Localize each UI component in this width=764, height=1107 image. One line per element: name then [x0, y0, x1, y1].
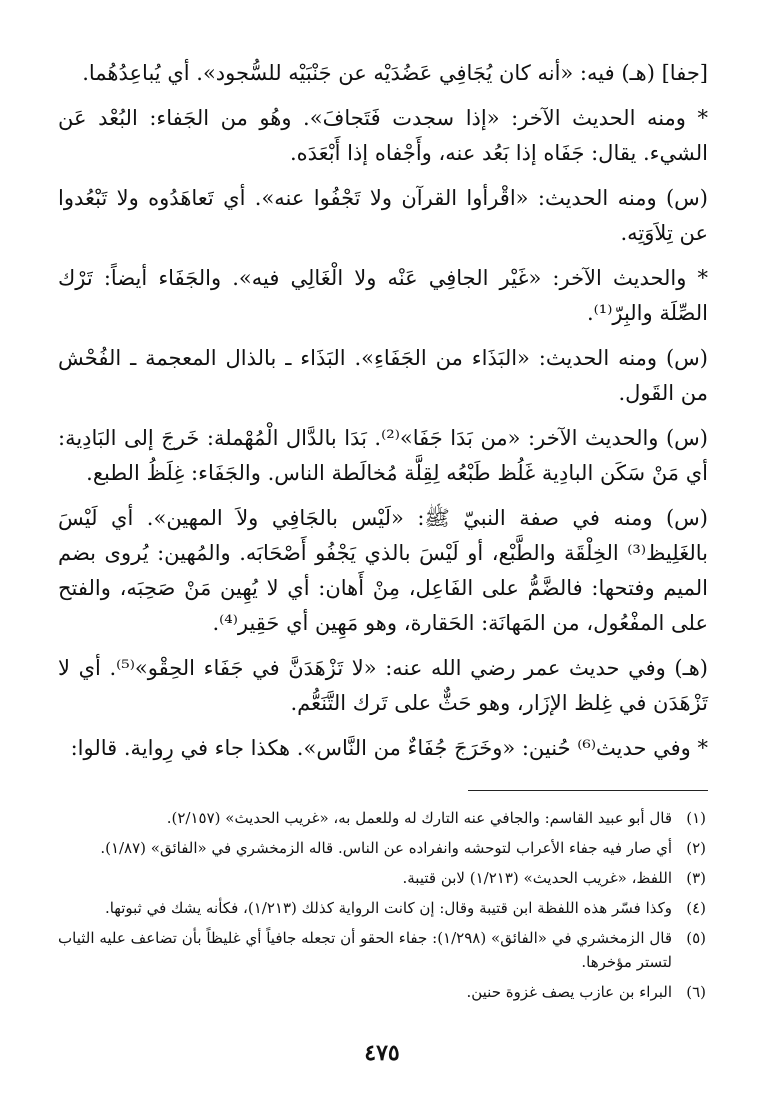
page-number: ٤٧٥: [364, 1040, 400, 1066]
footnote-number: (٦): [686, 983, 706, 1001]
footnote: [58, 896, 706, 920]
entry-jafa-badhaa: (س) ومنه الحديث: «البَذَاء من الجَفَاءِ». البَذَاء ـ بالذال المعجمة ـ الفُحْش من القَول.: [58, 346, 708, 405]
footnote: [58, 926, 706, 974]
footnote-text: اللفظ، «غريب الحديث» (١/٢١٣) لابن قتيبة.: [402, 869, 672, 887]
footnote-separator: [468, 790, 708, 791]
footnote: [58, 980, 706, 1004]
footnote: [58, 806, 706, 830]
footnote-number: (١): [686, 809, 706, 827]
footnote: [58, 866, 706, 890]
footnotes: [58, 806, 708, 1004]
footnote: [58, 836, 706, 860]
entry-jafa-ghali: * والحديث الآخر: «غَيْر الجافِي عَنْه ولا الْغَالِي فيه». والجَفَاء أيضاً: تَرْك الصِّلَة والبِرّ⁽¹⁾.: [58, 266, 708, 325]
entry-jafa-hunain: * وفي حديث⁽⁶⁾ حُنين: «وخَرَجَ جُفَاءٌ من النَّاس». هكذا جاء في رِواية. قالوا:: [70, 736, 708, 760]
entry-jafa-nabi: (س) ومنه في صفة النبيّ ﷺ: «لَيْس بالجَافِي ولاَ المهين». أي لَيْسَ بالغَلِيظ⁽³⁾ الخِلْقَة والطَّبْع، أو لَيْسَ بالذي يَجْفُو أَصْحَابَه. والمُهين: يُروى بضم الميم وفتحها: فالضَّمُّ على الفَاعِل، مِنْ أَهان: أي لا يُهِين مَنْ صَحِبَه، والفتح على المفْعُول، من المَهانَة: الحَقارة، وهو مَهِين أي حَقِير⁽⁴⁾.: [58, 506, 708, 635]
footnote-text: قال أبو عبيد القاسم: والجافي عنه التارك له وللعمل به، «غريب الحديث» (٢/١٥٧).: [166, 809, 672, 827]
entry-jafa-sujud: * ومنه الحديث الآخر: «إذا سجدت فَتَجافَ». وهُو من الجَفاء: البُعْد عَن الشيء. يقال: جَفَاه إذا بَعُد عنه، وأَجْفاه إذا أَبْعَدَه.: [58, 106, 708, 165]
footnote-text: أي صار فيه جفاء الأعراب لتوحشه وانفراده عن الناس. قاله الزمخشري في «الفائق» (١/٨٧).: [100, 839, 672, 857]
footnote-text: قال الزمخشري في «الفائق» (١/٢٩٨): جفاء الحقو أن تجعله جافياً أي غليظاً بأن تضاعف عليه الثياب لتستر مؤخرها.: [58, 929, 672, 971]
footnote-separator-area: [58, 776, 708, 806]
footnote-number: (٣): [686, 869, 706, 887]
footnote-number: (٥): [686, 929, 706, 947]
footnote-text: البراء بن عازب يصف غزوة حنين.: [466, 983, 672, 1001]
entry-jafa-bada: (س) والحديث الآخر: «من بَدَا جَفَا»⁽²⁾. بَدَا بالدَّال الْمُهْملة: خَرجَ إلى البَادِية: أي مَنْ سَكَن البادِية غَلُظ طَبْعُه لِقِلَّة مُخالَطة الناس. والجَفَاء: غِلَظُ الطبع.: [58, 426, 708, 485]
entry-jafa-heading: [جفا] (هـ) فيه: «أنه كان يُجَافِي عَضُدَيْه عن جَنْبَيْه للسُّجود». أي يُباعِدُهُما.: [82, 61, 708, 85]
footnote-number: (٤): [686, 899, 706, 917]
footnote-text: وكذا فسّر هذه اللفظة ابن قتيبة وقال: إن كانت الرواية كذلك (١/٢١٣)، فكأنه يشك في ثبوتها.: [104, 899, 672, 917]
footnote-number: (٢): [686, 839, 706, 857]
entry-jafa-umar: (هـ) وفي حديث عمر رضي الله عنه: «لا تَزْهَدَنَّ في جَفَاء الحِقْو»⁽⁵⁾. أي لا تَزْهَدَن في غِلظ الإزَار، وهو حَثٌّ على تَرك التَّنَعُّم.: [58, 656, 708, 715]
entry-jafa-quran: (س) ومنه الحديث: «اقْرأوا القرآن ولا تَجْفُوا عنه». أي تَعاهَدُوه ولا تَبْعُدوا عن تِلاَوَتِه.: [58, 186, 708, 245]
